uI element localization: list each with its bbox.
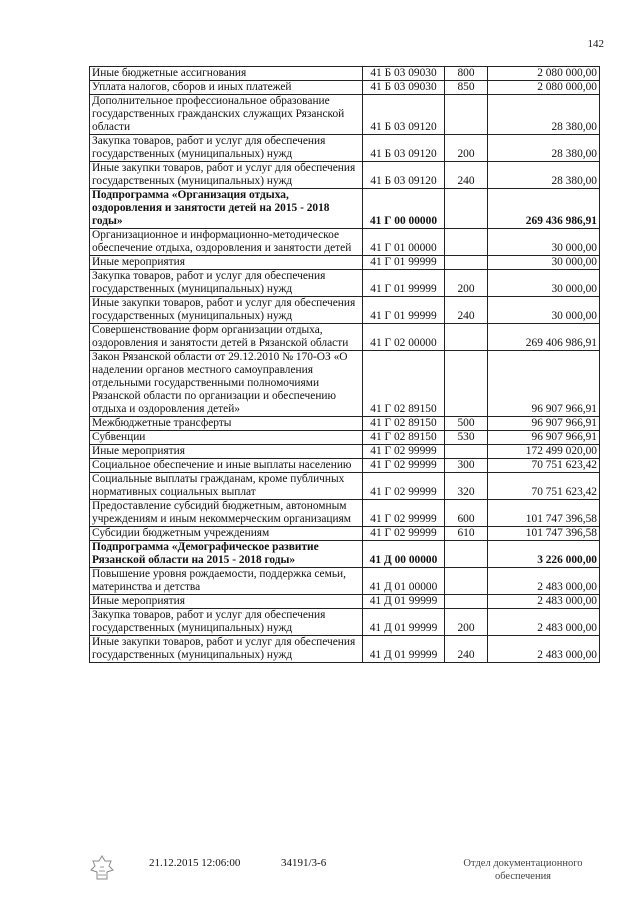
row-expense-type: [445, 256, 488, 270]
row-name: Закупка товаров, работ и услуг для обеспечения государственных (муниципальных) нужд: [90, 135, 363, 162]
row-code: 41 Г 02 89150: [363, 417, 445, 431]
row-sum: 96 907 966,91: [488, 417, 600, 431]
row-name: Организационное и информационно-методическое обеспечение отдыха, оздоровления и занятости детей: [90, 229, 363, 256]
row-expense-type: 320: [445, 473, 488, 500]
table-row: [90, 229, 600, 256]
row-code: 41 Г 00 00000: [363, 189, 445, 229]
row-sum: 28 380,00: [488, 135, 600, 162]
row-code: 41 Г 01 99999: [363, 297, 445, 324]
table-row: [90, 568, 600, 595]
row-code: 41 Г 02 99999: [363, 473, 445, 500]
row-sum: 172 499 020,00: [488, 445, 600, 459]
coat-of-arms-icon: [87, 853, 117, 883]
row-code: 41 Г 02 00000: [363, 324, 445, 351]
row-sum: 30 000,00: [488, 297, 600, 324]
row-sum: 2 080 000,00: [488, 81, 600, 95]
budget-table: [89, 66, 600, 663]
row-sum: 96 907 966,91: [488, 351, 600, 417]
row-sum: 269 406 986,91: [488, 324, 600, 351]
row-name: Иные мероприятия: [90, 595, 363, 609]
row-expense-type: 240: [445, 162, 488, 189]
row-code: 41 Б 03 09030: [363, 81, 445, 95]
row-expense-type: 200: [445, 270, 488, 297]
row-code: 41 Г 01 99999: [363, 270, 445, 297]
row-expense-type: 530: [445, 431, 488, 445]
row-name: Иные мероприятия: [90, 445, 363, 459]
table-row: [90, 95, 600, 135]
row-sum: 2 483 000,00: [488, 609, 600, 636]
row-code: 41 Д 01 99999: [363, 636, 445, 663]
row-sum: 28 380,00: [488, 95, 600, 135]
row-name: Дополнительное профессиональное образование государственных гражданских служащих Рязанской области: [90, 95, 363, 135]
row-sum: 269 436 986,91: [488, 189, 600, 229]
table-row: [90, 541, 600, 568]
table-row: [90, 473, 600, 500]
row-name: Закупка товаров, работ и услуг для обеспечения государственных (муниципальных) нужд: [90, 270, 363, 297]
row-name: Уплата налогов, сборов и иных платежей: [90, 81, 363, 95]
budget-table-body: [90, 67, 600, 663]
table-row: [90, 324, 600, 351]
row-expense-type: 200: [445, 609, 488, 636]
page-number: 142: [587, 38, 604, 50]
row-expense-type: [445, 351, 488, 417]
row-sum: 30 000,00: [488, 270, 600, 297]
table-row: [90, 445, 600, 459]
table-row: [90, 256, 600, 270]
table-row: [90, 431, 600, 445]
table-row: [90, 135, 600, 162]
row-sum: 30 000,00: [488, 229, 600, 256]
table-row: [90, 67, 600, 81]
row-expense-type: 240: [445, 636, 488, 663]
row-code: 41 Б 03 09030: [363, 67, 445, 81]
table-row: [90, 189, 600, 229]
row-name: Повышение уровня рождаемости, поддержка семьи, материнства и детства: [90, 568, 363, 595]
row-name: Субвенции: [90, 431, 363, 445]
row-code: 41 Б 03 09120: [363, 162, 445, 189]
row-expense-type: 300: [445, 459, 488, 473]
row-code: 41 Г 02 89150: [363, 431, 445, 445]
footer-date: 21.12.2015 12:06:00: [149, 857, 241, 869]
row-code: 41 Г 02 99999: [363, 527, 445, 541]
row-code: 41 Г 02 99999: [363, 459, 445, 473]
row-sum: 96 907 966,91: [488, 431, 600, 445]
row-sum: 2 483 000,00: [488, 595, 600, 609]
row-sum: 70 751 623,42: [488, 473, 600, 500]
row-sum: 30 000,00: [488, 256, 600, 270]
row-expense-type: 610: [445, 527, 488, 541]
row-name: Субсидии бюджетным учреждениям: [90, 527, 363, 541]
row-name: Подпрограмма «Организация отдыха, оздоровления и занятости детей на 2015 - 2018 годы»: [90, 189, 363, 229]
table-row: [90, 595, 600, 609]
row-name: Иные бюджетные ассигнования: [90, 67, 363, 81]
table-row: [90, 636, 600, 663]
row-sum: 2 483 000,00: [488, 636, 600, 663]
row-expense-type: 850: [445, 81, 488, 95]
row-expense-type: 200: [445, 135, 488, 162]
row-code: 41 Б 03 09120: [363, 95, 445, 135]
table-row: [90, 297, 600, 324]
row-name: Подпрограмма «Демографическое развитие Рязанской области на 2015 - 2018 годы»: [90, 541, 363, 568]
row-sum: 101 747 396,58: [488, 500, 600, 527]
row-sum: 2 483 000,00: [488, 568, 600, 595]
row-expense-type: [445, 95, 488, 135]
row-code: 41 Г 01 99999: [363, 256, 445, 270]
table-row: [90, 609, 600, 636]
table-row: [90, 500, 600, 527]
row-code: 41 Б 03 09120: [363, 135, 445, 162]
table-row: [90, 162, 600, 189]
row-expense-type: 500: [445, 417, 488, 431]
row-expense-type: [445, 541, 488, 568]
row-sum: 28 380,00: [488, 162, 600, 189]
row-name: Межбюджетные трансферты: [90, 417, 363, 431]
row-sum: 70 751 623,42: [488, 459, 600, 473]
footer-department: Отдел документационного обеспечения: [463, 858, 583, 882]
row-expense-type: [445, 445, 488, 459]
row-name: Иные закупки товаров, работ и услуг для обеспечения государственных (муниципальных) нужд: [90, 162, 363, 189]
row-code: 41 Г 01 00000: [363, 229, 445, 256]
row-name: Иные мероприятия: [90, 256, 363, 270]
row-expense-type: 240: [445, 297, 488, 324]
row-code: 41 Г 02 89150: [363, 351, 445, 417]
row-expense-type: 600: [445, 500, 488, 527]
footer-doc-number: 34191/3-6: [281, 857, 327, 869]
row-code: 41 Г 02 99999: [363, 500, 445, 527]
row-expense-type: [445, 229, 488, 256]
row-sum: 3 226 000,00: [488, 541, 600, 568]
row-name: Совершенствование форм организации отдыха, оздоровления и занятости детей в Рязанской области: [90, 324, 363, 351]
row-name: Закупка товаров, работ и услуг для обеспечения государственных (муниципальных) нужд: [90, 609, 363, 636]
table-row: [90, 270, 600, 297]
row-expense-type: [445, 324, 488, 351]
row-code: 41 Д 00 00000: [363, 541, 445, 568]
row-sum: 2 080 000,00: [488, 67, 600, 81]
table-row: [90, 417, 600, 431]
table-row: [90, 527, 600, 541]
row-code: 41 Д 01 99999: [363, 609, 445, 636]
row-expense-type: [445, 568, 488, 595]
row-name: Социальное обеспечение и иные выплаты населению: [90, 459, 363, 473]
row-code: 41 Г 02 99999: [363, 445, 445, 459]
row-name: Закон Рязанской области от 29.12.2010 № 170-ОЗ «О наделении органов местного самоуправления отдельными государственными полномочиями Рязанской области по организации и обеспечению отдыха и оздоровления детей»: [90, 351, 363, 417]
row-name: Социальные выплаты гражданам, кроме публичных нормативных социальных выплат: [90, 473, 363, 500]
table-row: [90, 459, 600, 473]
row-name: Предоставление субсидий бюджетным, автономным учреждениям и иным некоммерческим организациям: [90, 500, 363, 527]
table-row: [90, 351, 600, 417]
row-code: 41 Д 01 00000: [363, 568, 445, 595]
row-expense-type: [445, 595, 488, 609]
row-name: Иные закупки товаров, работ и услуг для обеспечения государственных (муниципальных) нужд: [90, 636, 363, 663]
row-code: 41 Д 01 99999: [363, 595, 445, 609]
row-expense-type: 800: [445, 67, 488, 81]
row-sum: 101 747 396,58: [488, 527, 600, 541]
row-name: Иные закупки товаров, работ и услуг для обеспечения государственных (муниципальных) нужд: [90, 297, 363, 324]
table-row: [90, 81, 600, 95]
row-expense-type: [445, 189, 488, 229]
